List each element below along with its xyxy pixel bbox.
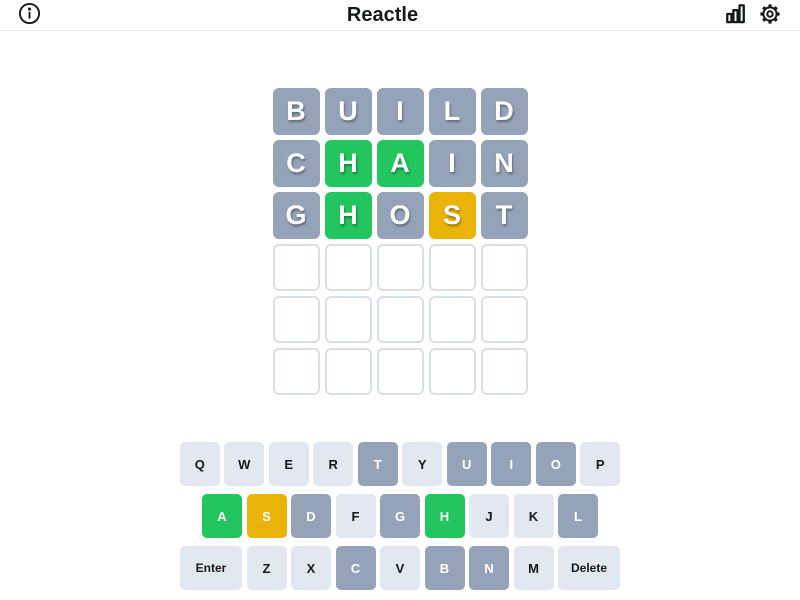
cell-4-2 (325, 244, 372, 291)
key-v[interactable]: V (380, 546, 420, 590)
info-icon (18, 2, 41, 28)
info-button[interactable] (18, 2, 41, 28)
board-row-1 (273, 88, 528, 135)
cell-5-3 (377, 296, 424, 343)
cell-5-2 (325, 296, 372, 343)
cell-6-3 (377, 348, 424, 395)
key-k[interactable]: K (514, 494, 554, 538)
key-enter[interactable]: Enter (180, 546, 242, 590)
key-q[interactable]: Q (180, 442, 220, 486)
key-p[interactable]: P (580, 442, 620, 486)
key-y[interactable]: Y (402, 442, 442, 486)
key-f[interactable]: F (336, 494, 376, 538)
gear-icon (758, 2, 782, 29)
cell-4-3 (377, 244, 424, 291)
cell-3-2: H (325, 192, 372, 239)
keyboard-row-2 (0, 494, 800, 538)
cell-2-1: C (273, 140, 320, 187)
key-l[interactable]: L (558, 494, 598, 538)
settings-button[interactable] (758, 2, 782, 29)
keyboard (0, 442, 800, 590)
key-w[interactable]: W (224, 442, 264, 486)
key-a[interactable]: A (202, 494, 242, 538)
cell-6-1 (273, 348, 320, 395)
cell-2-2: H (325, 140, 372, 187)
key-t[interactable]: T (358, 442, 398, 486)
cell-1-4: L (429, 88, 476, 135)
cell-1-5: D (481, 88, 528, 135)
key-delete[interactable]: Delete (558, 546, 620, 590)
cell-4-5 (481, 244, 528, 291)
board-row-6 (273, 348, 528, 395)
cell-5-1 (273, 296, 320, 343)
key-z[interactable]: Z (247, 546, 287, 590)
cell-6-5 (481, 348, 528, 395)
cell-3-1: G (273, 192, 320, 239)
cell-6-4 (429, 348, 476, 395)
cell-3-4: S (429, 192, 476, 239)
cell-3-3: O (377, 192, 424, 239)
keyboard-row-3 (0, 546, 800, 590)
cell-1-1: B (273, 88, 320, 135)
cell-6-2 (325, 348, 372, 395)
keyboard-row-1 (0, 442, 800, 486)
key-n[interactable]: N (469, 546, 509, 590)
game-board (0, 88, 800, 395)
key-g[interactable]: G (380, 494, 420, 538)
cell-1-3: I (377, 88, 424, 135)
cell-5-4 (429, 296, 476, 343)
key-x[interactable]: X (291, 546, 331, 590)
bar-chart-icon (724, 2, 747, 28)
header (0, 0, 800, 31)
key-u[interactable]: U (447, 442, 487, 486)
cell-4-4 (429, 244, 476, 291)
key-m[interactable]: M (514, 546, 554, 590)
key-s[interactable]: S (247, 494, 287, 538)
key-e[interactable]: E (269, 442, 309, 486)
cell-4-1 (273, 244, 320, 291)
key-b[interactable]: B (425, 546, 465, 590)
cell-1-2: U (325, 88, 372, 135)
cell-2-4: I (429, 140, 476, 187)
key-d[interactable]: D (291, 494, 331, 538)
key-r[interactable]: R (313, 442, 353, 486)
key-j[interactable]: J (469, 494, 509, 538)
page-title: Reactle (346, 3, 419, 26)
board-row-5 (273, 296, 528, 343)
key-c[interactable]: C (336, 546, 376, 590)
key-i[interactable]: I (491, 442, 531, 486)
cell-5-5 (481, 296, 528, 343)
board-row-4 (273, 244, 528, 291)
board-row-3 (273, 192, 528, 239)
stats-button[interactable] (724, 2, 747, 28)
key-h[interactable]: H (425, 494, 465, 538)
cell-3-5: T (481, 192, 528, 239)
board-row-2 (273, 140, 528, 187)
key-o[interactable]: O (536, 442, 576, 486)
cell-2-3: A (377, 140, 424, 187)
cell-2-5: N (481, 140, 528, 187)
